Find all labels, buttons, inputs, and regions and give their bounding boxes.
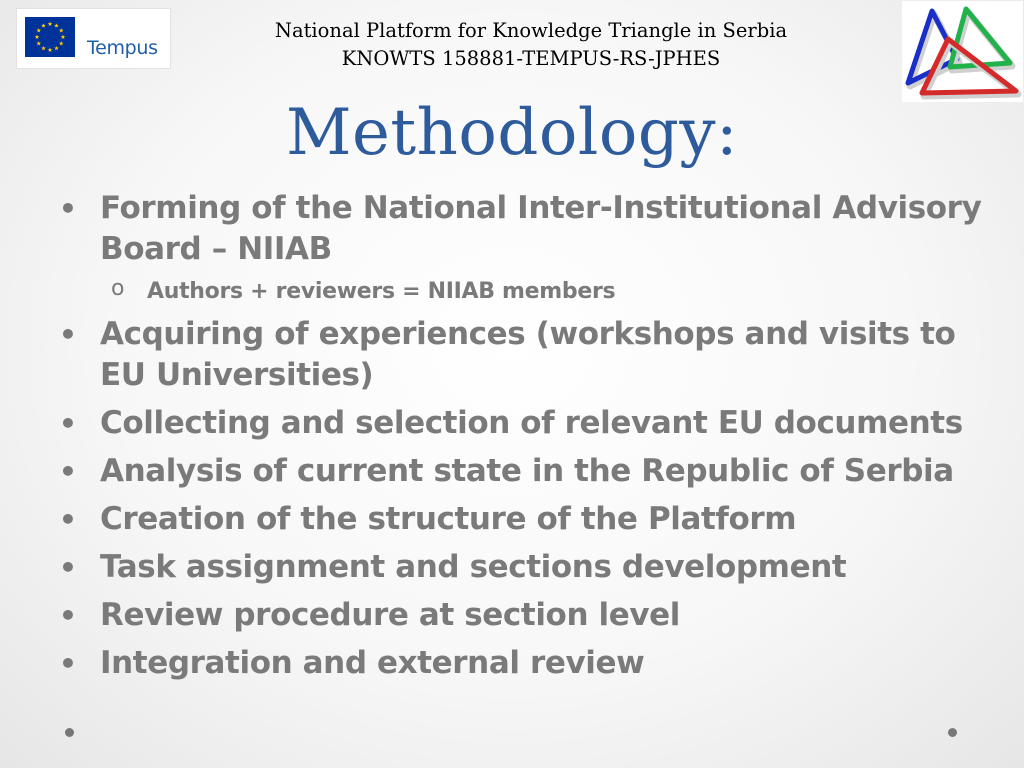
bullet-text: Creation of the structure of the Platform bbox=[100, 501, 797, 537]
bullet-item bbox=[58, 547, 998, 588]
bullet-item bbox=[58, 643, 998, 684]
project-header-line2: KNOWTS 158881-TEMPUS-RS-JPHES bbox=[341, 47, 721, 70]
project-header-line1: National Platform for Knowledge Triangle in Serbia bbox=[274, 19, 788, 42]
bullet-marker: • bbox=[59, 192, 77, 225]
bullet-marker: • bbox=[59, 318, 77, 351]
bullet-text: Task assignment and sections development bbox=[100, 549, 847, 585]
bullet-item bbox=[58, 403, 998, 444]
bullet-marker: • bbox=[59, 503, 77, 536]
bullet-item bbox=[58, 451, 998, 492]
tempus-logo bbox=[16, 8, 171, 69]
bullet-text: Integration and external review bbox=[100, 645, 645, 681]
bullet-item bbox=[58, 499, 998, 540]
sub-bullet-text: Authors + reviewers = NIIAB members bbox=[147, 279, 616, 304]
bullet-text: Analysis of current state in the Republic of Serbia bbox=[100, 453, 954, 489]
footer-dot-left bbox=[65, 728, 74, 737]
bullet-item bbox=[58, 595, 998, 636]
footer-dot-right bbox=[948, 728, 957, 737]
knowledge-triangle-logo-icon bbox=[902, 1, 1023, 102]
bullet-marker: • bbox=[59, 455, 77, 488]
sub-bullet-marker: o bbox=[111, 276, 125, 301]
bullet-item bbox=[58, 314, 998, 396]
bullet-text: Acquiring of experiences (workshops and visits to EU Universities) bbox=[100, 316, 956, 393]
bullet-list bbox=[58, 188, 998, 691]
bullet-marker: • bbox=[59, 599, 77, 632]
sub-bullet-item bbox=[58, 277, 998, 307]
bullet-marker: • bbox=[59, 407, 77, 440]
knowledge-triangle-logo bbox=[902, 1, 1023, 102]
tempus-logo-text: Tempus bbox=[87, 37, 158, 59]
bullet-text: Review procedure at section level bbox=[100, 597, 681, 633]
bullet-item bbox=[58, 188, 998, 270]
bullet-text: Forming of the National Inter-Institutional Advisory Board – NIIAB bbox=[100, 190, 982, 267]
bullet-marker: • bbox=[59, 551, 77, 584]
eu-flag-icon bbox=[25, 17, 75, 57]
project-header bbox=[200, 17, 862, 73]
slide-title: Methodology: bbox=[285, 96, 739, 170]
bullet-text: Collecting and selection of relevant EU documents bbox=[100, 405, 963, 441]
bullet-marker: • bbox=[59, 647, 77, 680]
